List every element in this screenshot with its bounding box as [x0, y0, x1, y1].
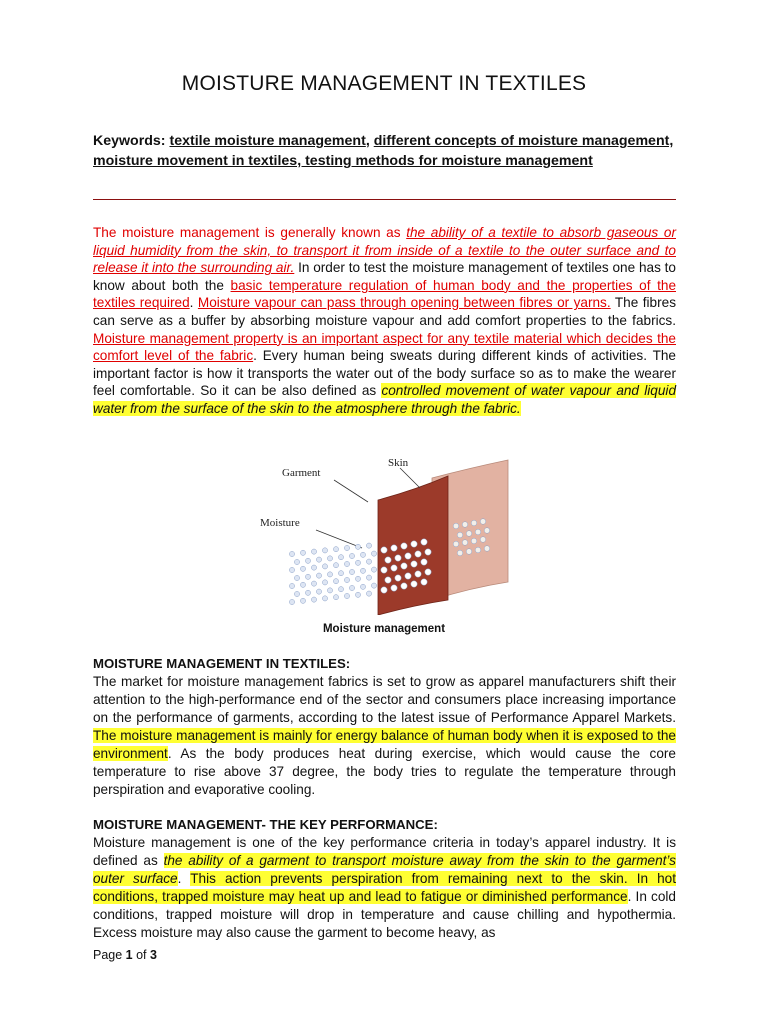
keywords-line [93, 131, 678, 171]
section2-highlight: The moisture management is mainly for energy balance of human body when it is exposed to the environment [93, 728, 676, 761]
droplet [349, 585, 354, 590]
droplet [294, 559, 299, 564]
intro-definition: the ability of a textile to absorb gaseous or liquid humidity from the skin, to transport it from inside of a textile to the outer surface and to release it into the surrounding air. [93, 225, 676, 276]
droplet [480, 537, 486, 543]
droplet [425, 549, 431, 555]
droplet [371, 583, 376, 588]
droplet [322, 580, 327, 585]
droplet [300, 598, 305, 603]
droplet [355, 592, 360, 597]
droplet [294, 591, 299, 596]
section3-text: . In cold conditions, trapped moisture will drop in temperature and cause chilling and hypothermia. Excess moisture may also cause the garment to become heavy, as [93, 889, 676, 940]
page-footer [93, 948, 157, 962]
droplet [300, 550, 305, 555]
intro-highlight: controlled movement of water vapour and liquid water from the surface of the skin to the atmosphere through the fabric. [93, 383, 676, 416]
intro-red-underlined: Moisture management property is an important aspect for any textile material which decides the comfort level of the fabric [93, 330, 676, 364]
droplet [327, 556, 332, 561]
droplet [316, 589, 321, 594]
droplet [462, 540, 468, 546]
droplet [401, 583, 407, 589]
section3-highlight-definition: the ability of a garment to transport moisture away from the skin to the garment’s outer surface [93, 853, 676, 886]
droplet [366, 543, 371, 548]
droplet [344, 593, 349, 598]
keyword-separator: , [365, 133, 370, 149]
intro-paragraph [93, 224, 676, 418]
droplet [457, 550, 463, 556]
of-word: of [132, 948, 150, 962]
intro-text: . Every human being sweats during different kinds of activities. The important factor is how it transports the water out of the body surface so as to make the wearer feel comfortable. So it can be also defined as [93, 348, 676, 399]
droplet [425, 569, 431, 575]
garment-label: Garment [282, 467, 321, 479]
skin-leader [400, 468, 420, 488]
droplet [355, 560, 360, 565]
droplet [333, 547, 338, 552]
droplet [453, 523, 459, 529]
droplet [305, 558, 310, 563]
intro-red-text: The moisture management is generally known as [93, 225, 407, 240]
droplet [466, 549, 472, 555]
droplet [405, 553, 411, 559]
droplet [480, 519, 486, 525]
section-paragraph-key-performance [93, 834, 676, 942]
intro-text: In order to test the moisture management of textiles one has to know about both the [93, 260, 676, 293]
droplet [391, 585, 397, 591]
page-total: 3 [150, 948, 157, 962]
droplet [322, 548, 327, 553]
garment-leader [334, 480, 368, 502]
droplet [311, 581, 316, 586]
document-title: MOISTURE MANAGEMENT IN TEXTILES [181, 72, 587, 95]
section2-text: . As the body produces heat during exercise, which would cause the core temperature to rise above 37 degree, the body tries to regulate the temperature through perspiration and evaporative cooling. [93, 746, 676, 797]
droplet [421, 559, 427, 565]
droplet [349, 553, 354, 558]
section-paragraph-textiles [93, 673, 676, 799]
droplet [405, 573, 411, 579]
droplet [395, 575, 401, 581]
section3-text: Moisture management is one of the key performance criteria in today’s apparel industry. It is defined as [93, 835, 676, 868]
figure-caption: Moisture management [322, 623, 446, 635]
droplet [457, 532, 463, 538]
droplet [322, 596, 327, 601]
droplet [327, 588, 332, 593]
droplet [411, 561, 417, 567]
droplet [415, 551, 421, 557]
droplet [355, 576, 360, 581]
droplet [338, 571, 343, 576]
droplet [316, 573, 321, 578]
droplet [311, 549, 316, 554]
droplet [401, 563, 407, 569]
moisture-leader [316, 530, 362, 548]
skin-label: Skin [388, 457, 409, 469]
droplet [471, 520, 477, 526]
intro-red-underlined: Moisture vapour can pass through opening between fibres or yarns. [197, 295, 611, 311]
droplet [305, 574, 310, 579]
droplet [333, 579, 338, 584]
droplet [305, 590, 310, 595]
droplet [316, 557, 321, 562]
moisture-management-figure [250, 450, 520, 615]
droplet [415, 571, 421, 577]
droplet [381, 567, 387, 573]
droplet [294, 575, 299, 580]
droplet [289, 567, 294, 572]
droplet [338, 555, 343, 560]
droplet [311, 565, 316, 570]
page-number: 1 [125, 948, 133, 962]
droplet [344, 545, 349, 550]
droplet [466, 531, 472, 537]
droplet [355, 544, 360, 549]
droplet [366, 575, 371, 580]
droplet [338, 587, 343, 592]
droplet [360, 568, 365, 573]
droplet [391, 545, 397, 551]
droplet [421, 539, 427, 545]
droplet [475, 547, 481, 553]
droplet [421, 579, 427, 585]
droplet [300, 566, 305, 571]
section3-text: . [177, 871, 191, 886]
droplet [289, 583, 294, 588]
intro-text: . [189, 295, 198, 311]
droplet [289, 551, 294, 556]
droplet [371, 567, 376, 572]
page-word: Page [93, 948, 126, 962]
droplet [360, 552, 365, 557]
droplet [366, 559, 371, 564]
droplet [411, 581, 417, 587]
droplet [344, 577, 349, 582]
droplet [366, 591, 371, 596]
divider-rule [93, 199, 676, 200]
keywords-label: Keywords: [93, 133, 166, 149]
keyword-link-2[interactable]: different concepts of moisture management, moisture movement in textiles, testing methods for moisture management [93, 133, 674, 169]
droplet [371, 551, 376, 556]
droplet [333, 563, 338, 568]
droplet [385, 577, 391, 583]
section-heading-textiles: MOISTURE MANAGEMENT IN TEXTILES: [93, 656, 351, 671]
section-heading-key-performance: MOISTURE MANAGEMENT- THE KEY PERFORMANCE: [93, 817, 438, 832]
moisture-label: Moisture [260, 517, 300, 529]
droplet [484, 528, 490, 534]
intro-text: The fibres can serve as a buffer by absorbing moisture vapour and add comfort properties to the fabrics. [93, 295, 676, 328]
droplet [475, 529, 481, 535]
droplet [322, 564, 327, 569]
droplet [289, 599, 294, 604]
keyword-link-1[interactable]: textile moisture management [169, 133, 366, 149]
droplet [381, 587, 387, 593]
droplet [401, 543, 407, 549]
droplet [395, 555, 401, 561]
droplet [333, 595, 338, 600]
droplet [311, 597, 316, 602]
droplet [411, 541, 417, 547]
droplet [453, 541, 459, 547]
droplet [471, 538, 477, 544]
droplet [391, 565, 397, 571]
droplet [327, 572, 332, 577]
droplet [462, 522, 468, 528]
droplet [300, 582, 305, 587]
section2-text: The market for moisture management fabrics is set to grow as apparel manufacturers shift their attention to the high-performance end of the sector and consumers place increasing importance on the performance of garments, according to the latest issue of Performance Apparel Markets. [93, 674, 676, 725]
droplet [484, 546, 490, 552]
section3-highlight: This action prevents perspiration from remaining next to the skin. In hot conditions, trapped moisture may heat up and lead to fatigue or diminished performance [93, 871, 676, 904]
droplet [360, 584, 365, 589]
droplet [385, 557, 391, 563]
droplet [349, 569, 354, 574]
droplet [344, 561, 349, 566]
intro-red-underlined: basic temperature regulation of human body and the properties of the textiles required [93, 277, 676, 311]
droplet [381, 547, 387, 553]
